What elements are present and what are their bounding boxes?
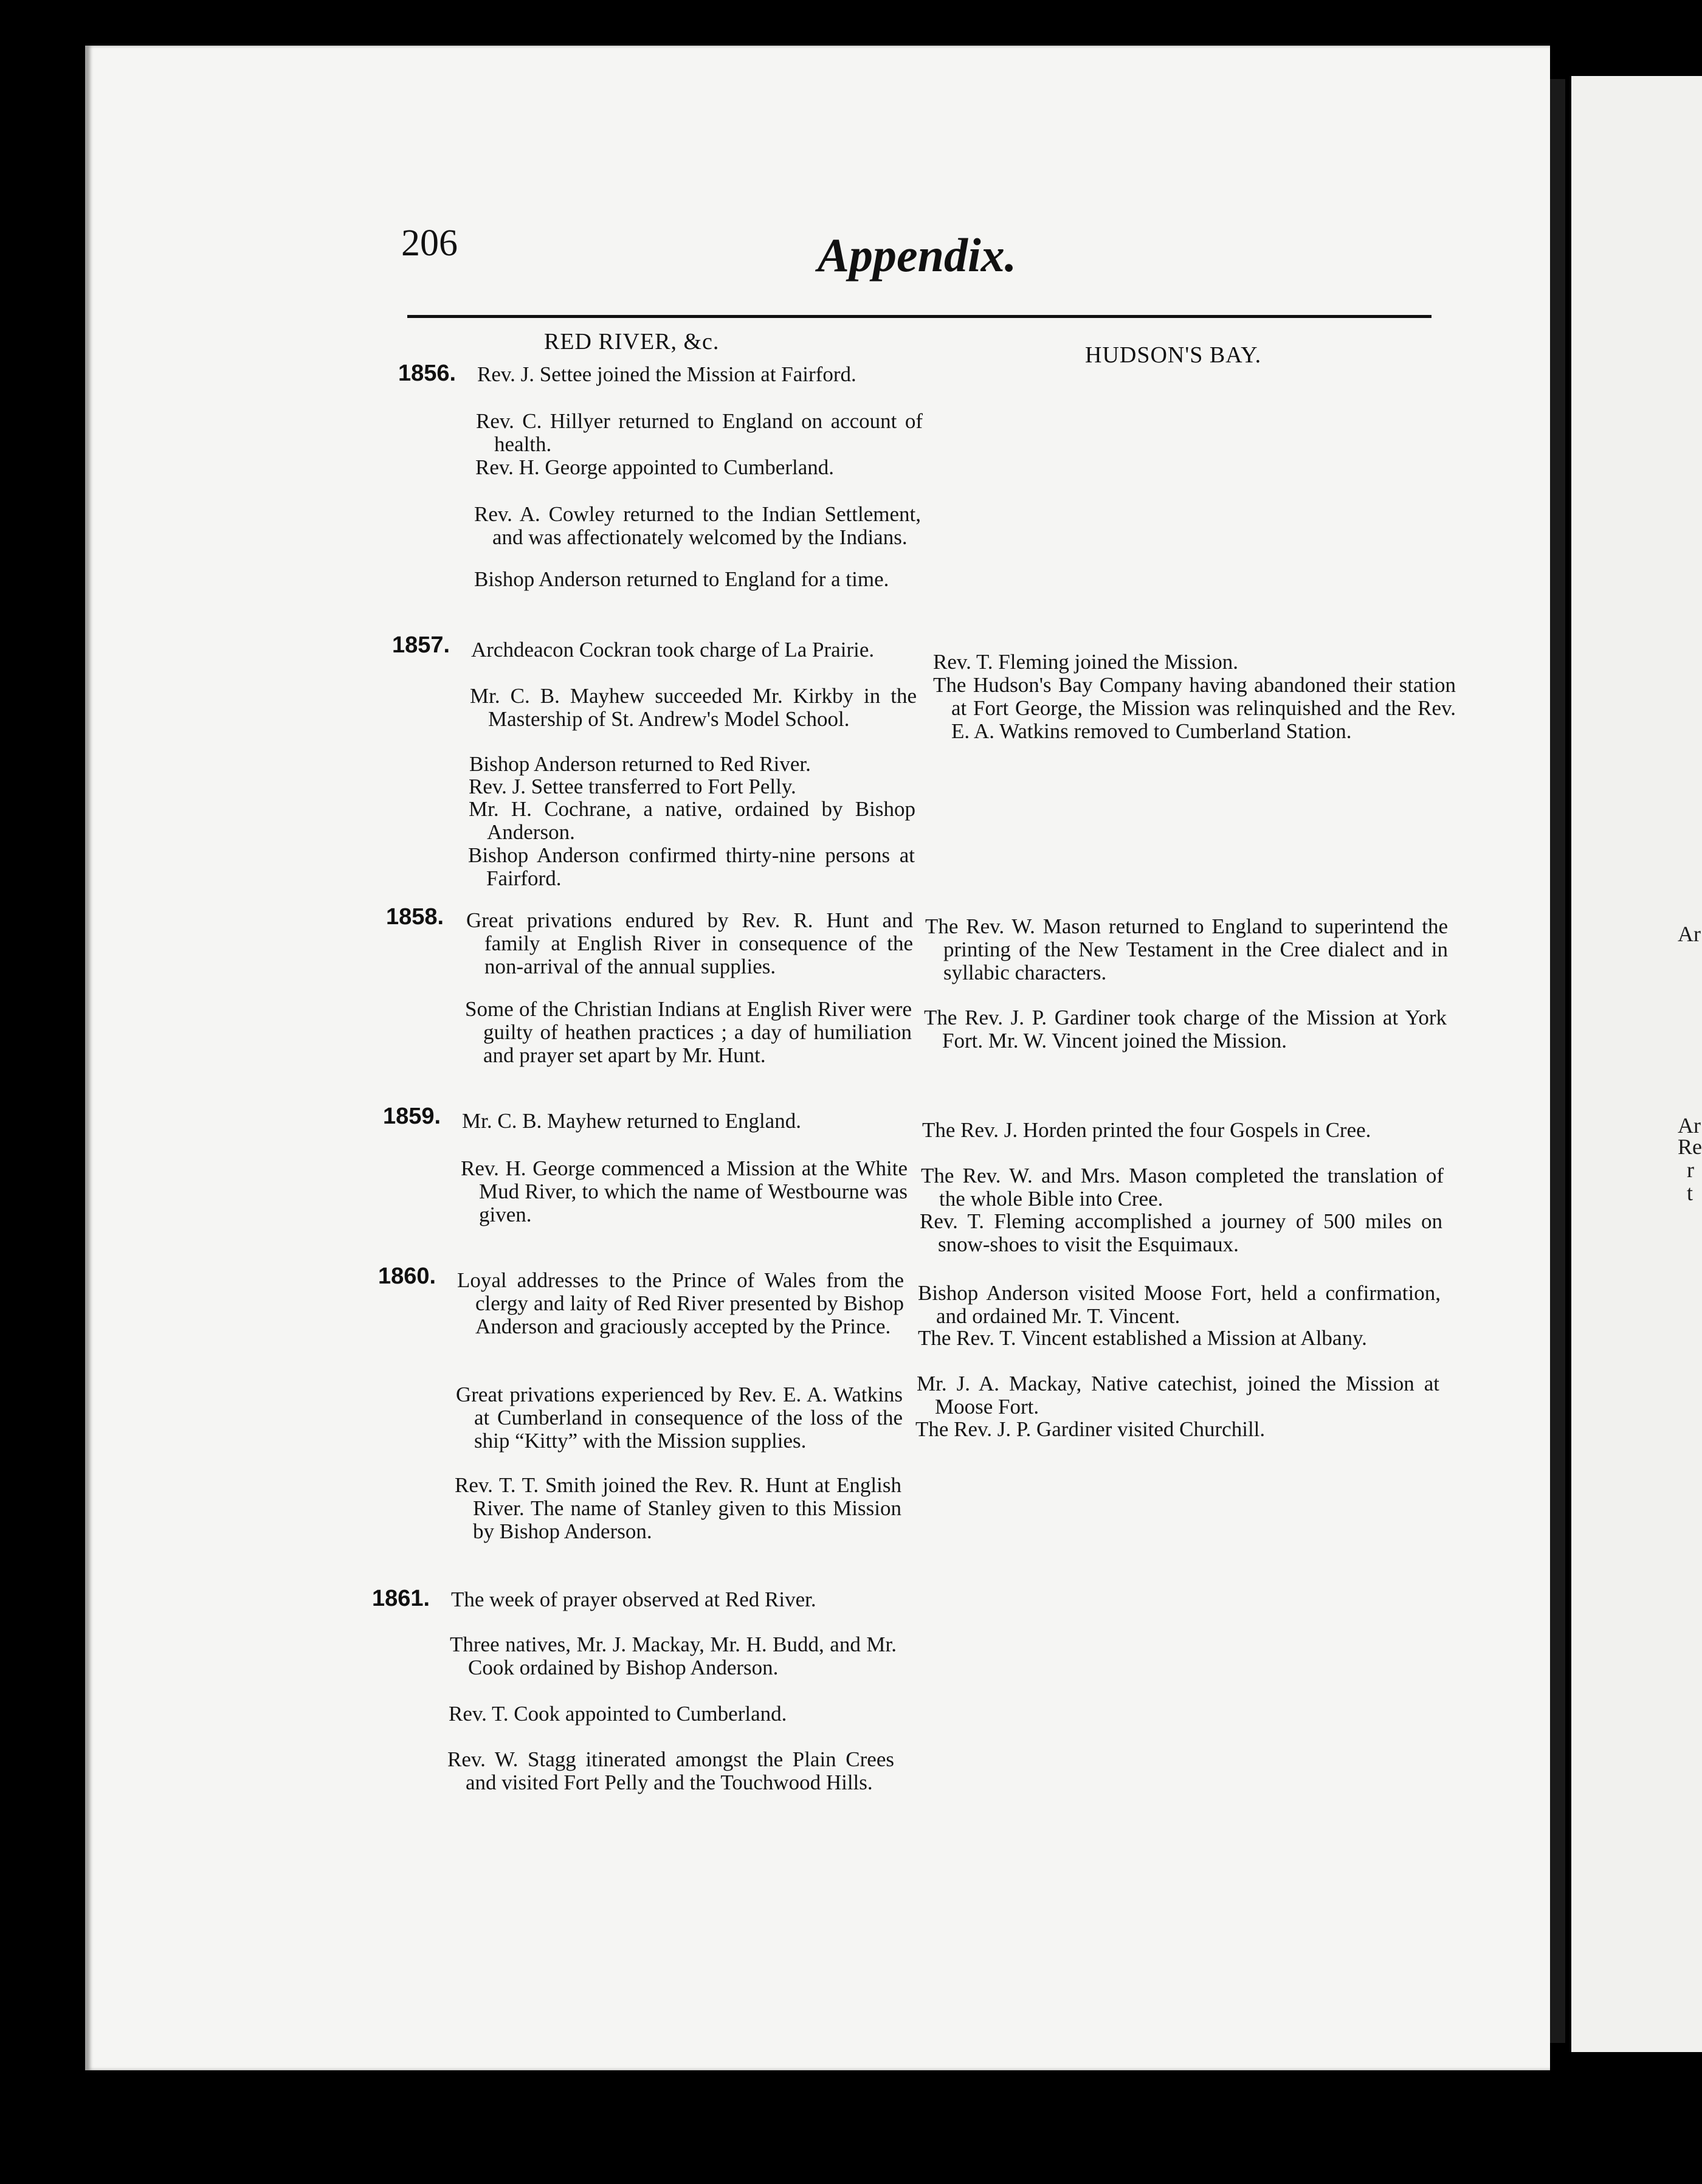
page-number: 206 [401,223,458,264]
left-entry: Mr. H. Cochrane, a native, ordained by Bishop Anderson. [469,797,915,844]
right-entry: Rev. T. Fleming joined the Mission. [933,650,1238,674]
left-entry: Bishop Anderson returned to Red River. [469,752,811,776]
left-entry: Rev. T. Cook appointed to Cumberland. [449,1702,787,1726]
right-entry: The Rev. T. Vincent established a Mission at Albany. [918,1326,1367,1350]
adjacent-page-fragment: Re [1678,1135,1702,1159]
left-entry: Rev. C. Hillyer returned to England on account of health. [476,409,923,456]
left-entry: Archdeacon Cockran took charge of La Prairie. [471,638,875,662]
left-entry: Rev. T. T. Smith joined the Rev. R. Hunt at English River. The name of Stanley given to this Mission by Bishop Anderson. [455,1473,901,1543]
year-label: 1858. [386,904,444,930]
year-label: 1861. [372,1586,430,1611]
left-entry: Great privations experienced by Rev. E. A. Watkins at Cumberland in consequence of the loss of the ship “Kitty” with the Mission supplies. [456,1383,903,1453]
left-entry: Great privations endured by Rev. R. Hunt and family at English River in consequence of the non-arrival of the annual supplies. [466,908,913,978]
left-entry: Some of the Christian Indians at English River were guilty of heathen practices ; a day of humiliation and prayer set apart by Mr. Hunt. [465,997,912,1067]
left-entry: Loyal addresses to the Prince of Wales from the clergy and laity of Red River presented by Bishop Anderson and graciously accepted by the Prince. [457,1268,904,1338]
right-entry: The Rev. J. P. Gardiner took charge of the Mission at York Fort. Mr. W. Vincent joined the Mission. [924,1006,1447,1052]
right-entry: Rev. T. Fleming accomplished a journey of 500 miles on snow-shoes to visit the Esquimaux. [920,1209,1442,1256]
year-label: 1859. [383,1104,441,1129]
right-entry: The Rev. W. and Mrs. Mason completed the translation of the whole Bible into Cree. [921,1164,1444,1211]
left-entry: Bishop Anderson confirmed thirty-nine persons at Fairford. [468,843,915,890]
left-entry: The week of prayer observed at Red River. [451,1588,816,1611]
right-entry: The Hudson's Bay Company having abandoned their station at Fort George, the Mission was relinquished and the Rev. E. A. Watkins removed to Cumberland Station. [933,673,1456,743]
adjacent-page-fragment: Ar [1678,922,1701,946]
left-entry: Mr. C. B. Mayhew succeeded Mr. Kirkby in the Mastership of St. Andrew's Model School. [470,684,917,731]
left-entry: Rev. H. George commenced a Mission at the White Mud River, to which the name of Westbourne was given. [461,1156,908,1226]
left-entry: Mr. C. B. Mayhew returned to England. [462,1109,801,1133]
right-entry: Bishop Anderson visited Moose Fort, held a confirmation, and ordained Mr. T. Vincent. [918,1281,1441,1328]
left-column-heading: RED RIVER, &c. [544,329,720,354]
page-gutter [1550,79,1565,2043]
year-label: 1860. [378,1263,436,1289]
right-entry: The Rev. J. P. Gardiner visited Churchill. [915,1417,1266,1441]
adjacent-page-fragment: r [1687,1158,1694,1182]
adjacent-page [1571,76,1702,2052]
right-column-heading: HUDSON'S BAY. [1085,342,1262,368]
left-entry: Rev. J. Settee transferred to Fort Pelly. [469,775,796,798]
left-entry: Rev. H. George appointed to Cumberland. [475,455,835,479]
left-entry: Rev. A. Cowley returned to the Indian Settlement, and was affectionately welcomed by the Indians. [474,502,921,549]
left-entry: Bishop Anderson returned to England for a time. [474,567,889,591]
year-label: 1857. [392,632,450,658]
left-entry: Three natives, Mr. J. Mackay, Mr. H. Budd, and Mr. Cook ordained by Bishop Anderson. [450,1633,897,1679]
right-entry: The Rev. W. Mason returned to England to superintend the printing of the New Testament in the Cree dialect and in syllabic characters. [925,914,1448,984]
running-title: Appendix. [818,229,1017,282]
left-entry: Rev. J. Settee joined the Mission at Fairford. [477,362,856,386]
left-entry: Rev. W. Stagg itinerated amongst the Plain Crees and visited Fort Pelly and the Touchwood Hills. [447,1747,894,1794]
header-rule [407,315,1432,318]
year-label: 1856. [398,361,457,386]
right-entry: Mr. J. A. Mackay, Native catechist, joined the Mission at Moose Fort. [917,1372,1439,1419]
adjacent-page-fragment: Ar [1678,1113,1701,1138]
adjacent-page-fragment: t [1687,1181,1693,1205]
right-entry: The Rev. J. Horden printed the four Gospels in Cree. [922,1118,1371,1142]
